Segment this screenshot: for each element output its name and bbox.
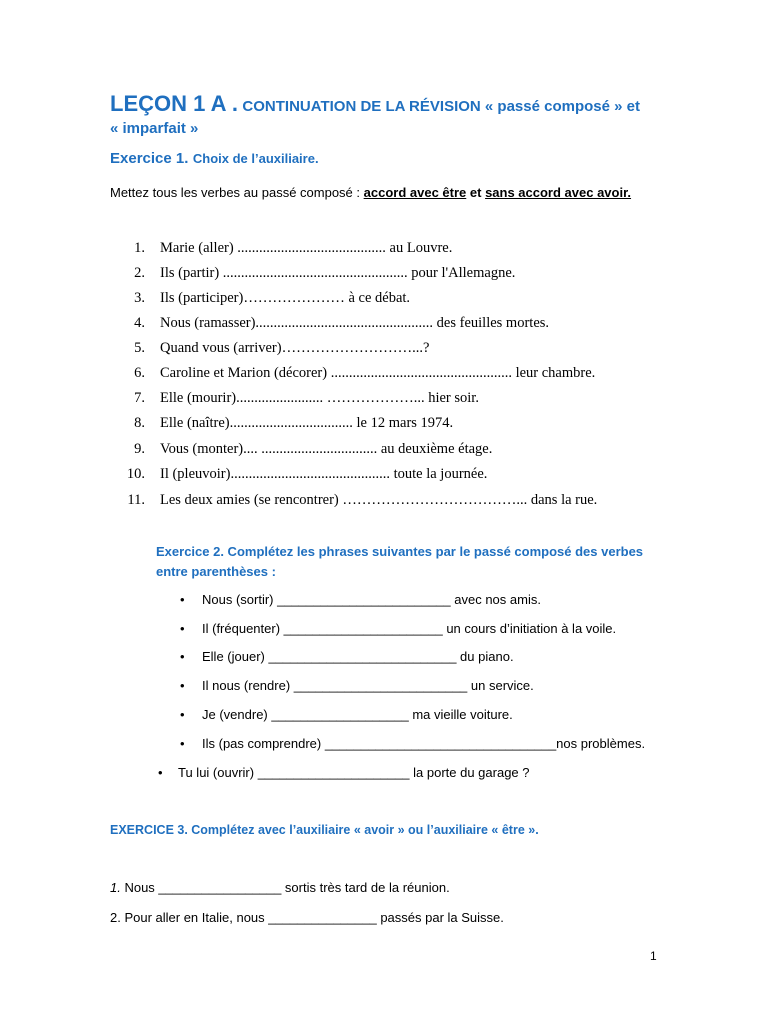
item-text: Marie (aller) ......................................... au Louvre. xyxy=(160,240,453,256)
item-number: 10. xyxy=(126,466,145,482)
item-number: 3. xyxy=(134,290,145,306)
item-text: Elle (jouer) __________________________ du piano. xyxy=(202,649,514,664)
bullet-icon: • xyxy=(180,707,185,722)
exercise1-heading xyxy=(110,150,319,168)
instruction-prefix: Mettez tous les verbes au passé composé : xyxy=(110,185,364,200)
item-number: 2. xyxy=(134,265,145,281)
bullet-icon: • xyxy=(158,765,163,780)
item-text: Tu lui (ouvrir) _____________________ la porte du garage ? xyxy=(178,765,530,780)
lesson-subtitle-line2: « imparfait » xyxy=(110,120,199,137)
page-number: 1 xyxy=(650,949,657,963)
exercise1-label: Exercice 1. xyxy=(110,150,189,167)
lesson-label: LEÇON 1 A . xyxy=(110,91,238,116)
list-item xyxy=(110,880,450,895)
item-number: 7. xyxy=(134,390,145,406)
item-number: 2. xyxy=(110,910,121,925)
bullet-icon: • xyxy=(180,678,185,693)
lesson-subtitle-line1: CONTINUATION DE LA RÉVISION « passé composé » et xyxy=(242,98,640,115)
bullet-icon: • xyxy=(180,592,185,607)
exercise1-subtitle: Choix de l’auxiliaire. xyxy=(192,151,319,166)
item-text: Elle (naître).................................. le 12 mars 1974. xyxy=(160,415,454,431)
item-text: Ils (participer)………………… à ce débat. xyxy=(160,290,411,306)
item-text: Vous (monter).... ................................ au deuxième étage. xyxy=(160,441,493,457)
instruction-mid: et xyxy=(466,185,486,200)
instruction-bold-2: sans accord avec avoir. xyxy=(485,185,632,200)
exercise1-instruction xyxy=(110,185,631,200)
bullet-icon: • xyxy=(180,736,185,751)
item-text: Il (pleuvoir)............................................ toute la journée. xyxy=(160,466,488,482)
list-item xyxy=(110,910,504,925)
item-text: Caroline et Marion (décorer) .................................................. leur chambre. xyxy=(160,365,596,381)
item-text: Nous (ramasser)................................................. des feuilles mortes. xyxy=(160,315,550,331)
item-text: Ils (partir) ................................................... pour l'Allemagne. xyxy=(160,265,516,281)
exercise3-heading: EXERCICE 3. Complétez avec l’auxiliaire « avoir » ou l’auxiliaire « être ». xyxy=(110,823,539,837)
item-text: Elle (mourir)........................ ………………... hier soir. xyxy=(160,390,479,406)
item-number: 1. xyxy=(134,240,145,256)
item-text: Il (fréquenter) ______________________ un cours d’initiation à la voile. xyxy=(202,621,617,636)
item-text: Pour aller en Italie, nous _______________ passés par la Suisse. xyxy=(120,910,504,925)
bullet-icon: • xyxy=(180,649,185,664)
item-number: 11. xyxy=(127,492,145,508)
item-number: 9. xyxy=(134,441,145,457)
item-number: 5. xyxy=(134,340,145,356)
item-number: 8. xyxy=(134,415,145,431)
item-text: Je (vendre) ___________________ ma vieille voiture. xyxy=(202,707,513,722)
item-number: 4. xyxy=(134,315,145,331)
instruction-bold-1: accord avec être xyxy=(363,185,467,200)
item-text: Nous (sortir) ________________________ avec nos amis. xyxy=(202,592,541,607)
item-number: 1. xyxy=(110,880,121,895)
bullet-icon: • xyxy=(180,621,185,636)
item-text: Nous _________________ sortis très tard de la réunion. xyxy=(120,880,450,895)
item-text: Il nous (rendre) ________________________ un service. xyxy=(202,678,534,693)
item-text: Ils (pas comprendre) ________________________________nos problèmes. xyxy=(202,736,646,751)
item-text: Quand vous (arriver)………………………...? xyxy=(160,340,430,356)
exercise2-heading: Exercice 2. Complétez les phrases suivantes par le passé composé des verbes entre parenthèses : xyxy=(156,544,644,579)
lesson-title xyxy=(110,91,640,117)
item-text: Les deux amies (se rencontrer) ………………………………... dans la rue. xyxy=(160,492,598,508)
item-number: 6. xyxy=(134,365,145,381)
